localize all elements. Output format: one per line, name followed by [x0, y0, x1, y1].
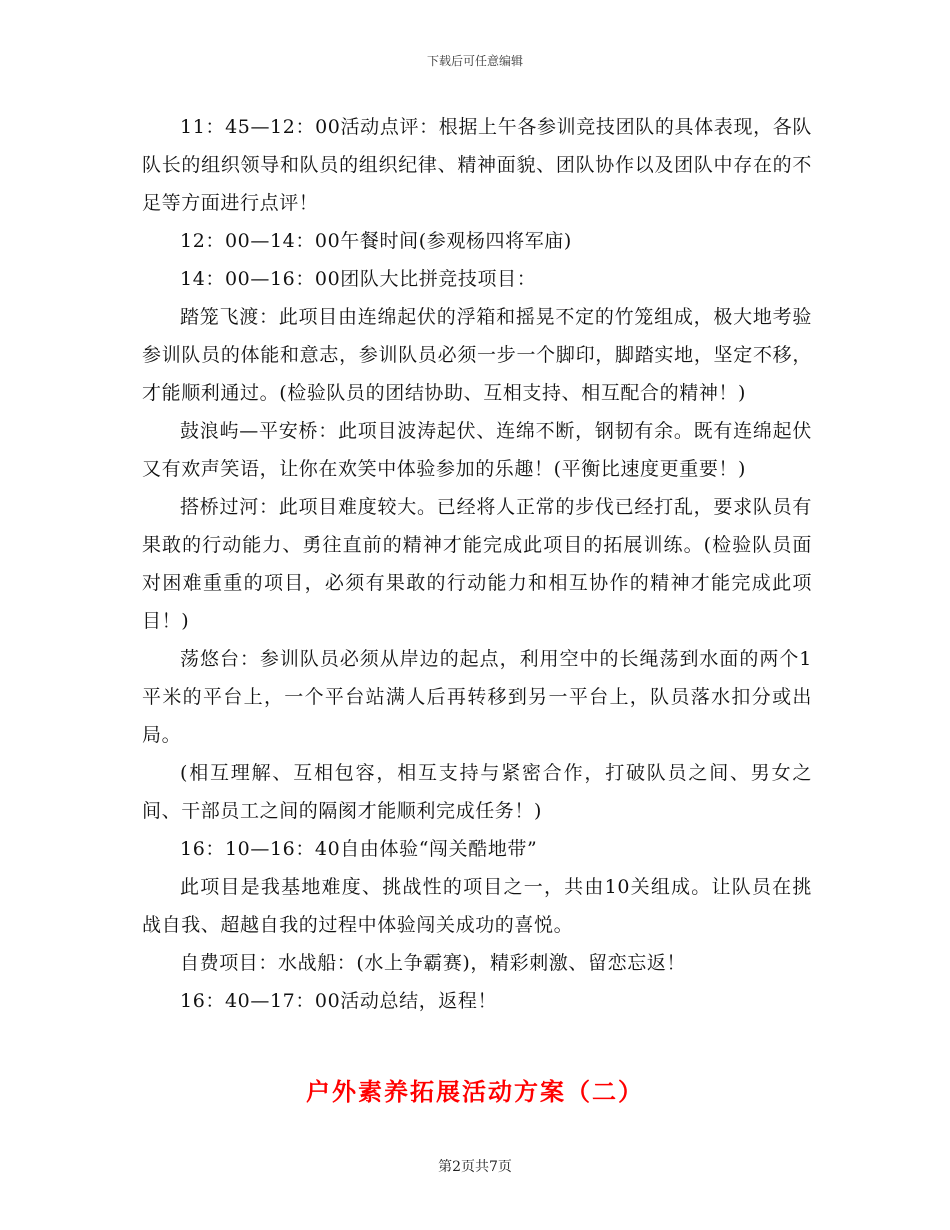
- paragraph-mutual-support: (相互理解、互相包容，相互支持与紧密合作，打破队员之间、男女之间、干部员工之间的隔阂才能顺利完成任务！): [142, 762, 812, 822]
- paragraph-bridge-river: 搭桥过河：此项目难度较大。已经将人正常的步伐已经打乱，要求队员有果敢的行动能力、勇往直前的精神才能完成此项目的拓展训练。(检验队员面对困难重重的项目，必须有果敢的行动能力和相互协作的精神才能完成此项目！): [142, 496, 812, 632]
- paragraph-paid-project: 自费项目：水战船：(水上争霸赛)，精彩刺激、留恋忘返！: [180, 952, 687, 974]
- page-number: 第2页共7页: [438, 1159, 512, 1175]
- paragraph-gulangyu-bridge: 鼓浪屿—平安桥：此项目波涛起伏、连绵不断，钢韧有余。既有连绵起伏又有欢声笑语，让你在欢笑中体验参加的乐趣！(平衡比速度更重要！): [142, 420, 812, 480]
- section-title: 户外素养拓展活动方案（二）: [306, 1078, 644, 1106]
- header-note: 下载后可任意编辑: [426, 54, 523, 68]
- paragraph-challenge-project: 此项目是我基地难度、挑战性的项目之一，共由10关组成。让队员在挑战自我、超越自我的过程中体验闯关成功的喜悦。: [142, 876, 812, 936]
- paragraph-swing-platform: 荡悠台：参训队员必须从岸边的起点，利用空中的长绳荡到水面的两个1平米的平台上，一个平台站满人后再转移到另一平台上，队员落水扣分或出局。: [142, 648, 812, 746]
- paragraph-team-competition: 14：00—16：00团队大比拼竞技项目：: [180, 268, 537, 290]
- paragraph-summary-return: 16：40—17：00活动总结，返程！: [180, 990, 498, 1012]
- paragraph-cage-crossing: 踏笼飞渡：此项目由连绵起伏的浮箱和摇晃不定的竹笼组成，极大地考验参训队员的体能和意志，参训队员必须一步一个脚印，脚踏实地，坚定不移，才能顺利通过。(检验队员的团结协助、互相支持、相互配合的精神！): [142, 306, 812, 404]
- paragraph-lunch-time: 12：00—14：00午餐时间(参观杨四将军庙): [180, 230, 572, 252]
- paragraph-free-experience: 16：10—16：40自由体验“闯关酷地带”: [180, 838, 538, 860]
- document-body: [142, 108, 812, 1020]
- paragraph-activity-review: 11：45—12：00活动点评：根据上午各参训竞技团队的具体表现，各队队长的组织领导和队员的组织纪律、精神面貌、团队协作以及团队中存在的不足等方面进行点评！: [142, 116, 812, 214]
